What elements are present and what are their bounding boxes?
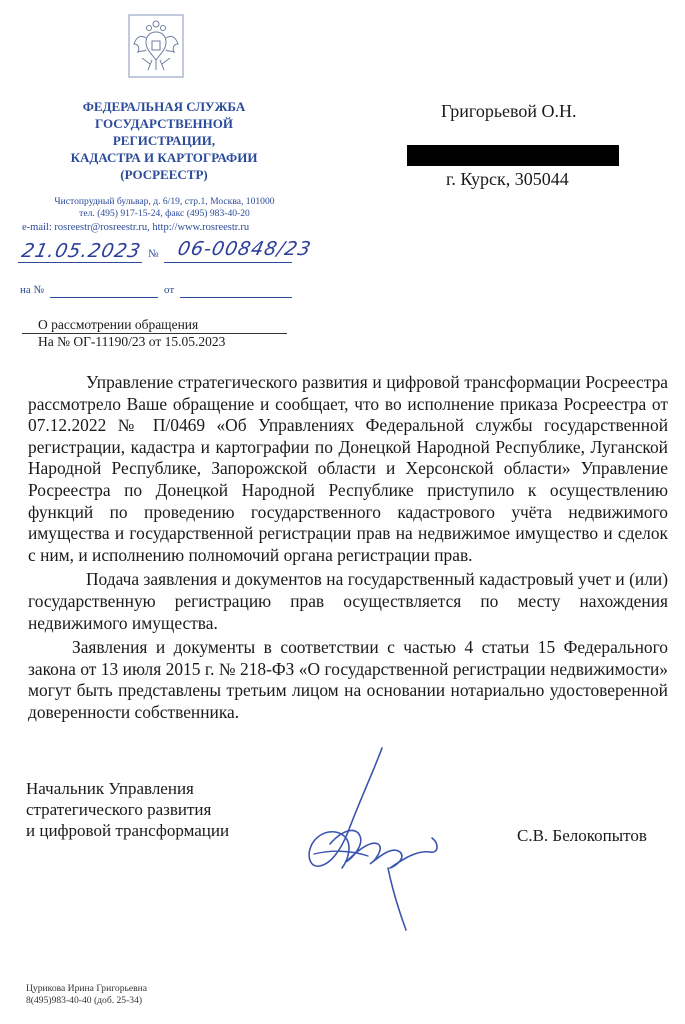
agency-line: ГОСУДАРСТВЕННОЙ <box>95 116 233 131</box>
body-paragraph: Заявления и документы в соответствии с частью 4 статьи 15 Федерального закона от 13 июля 2015 г. № 218-ФЗ «О государственной регистрации недвижимости» могут быть представлены третьим лицом на основании нотариально удостоверенной доверенности собственника. <box>28 637 668 722</box>
address-line: Чистопрудный бульвар, д. 6/19, стр.1, Москва, 101000 <box>54 196 275 207</box>
body-paragraph: Управление стратегического развития и цифровой трансформации Росреестра рассмотрело Ваше обращение и сообщает, что во исполнение приказа Росреестра от 07.12.2022 № П/0469 «Об Управлениях Федеральной службы государственной регистрации, кадастра и картографии по Донецкой Народной Республике, Луганской Народной Республике, Запорожской области и Херсонской области» Управление Росреестра по Донецкой Народной Республике приступило к осуществлению функций по проведению государственного кадастрового учёта недвижимого имущества и государственной регистрации прав на недвижимое имущество и сделок с ним, и исполнению полномочий органа регистрации прав. <box>28 372 668 565</box>
subject-divider <box>22 333 287 334</box>
agency-line: КАДАСТРА И КАРТОГРАФИИ <box>70 150 258 165</box>
executor-name: Цурикова Ирина Григорьевна <box>26 983 148 994</box>
reference-line <box>20 284 292 300</box>
redacted-address-block <box>407 145 619 166</box>
handwritten-signature-icon <box>290 740 450 935</box>
agency-line: РЕГИСТРАЦИИ, <box>112 133 216 148</box>
email-website-line: e-mail: rosreestr@rosreestr.ru, http://www.rosreestr.ru <box>22 222 250 233</box>
recipient-city: г. Курск, 305044 <box>446 169 569 189</box>
recipient-name: Григорьевой О.Н. <box>441 101 577 121</box>
signer-title-line: стратегического развития <box>26 800 212 819</box>
agency-line: (РОСРЕЕСТР) <box>120 167 208 182</box>
ref-no-label: на № <box>20 284 45 296</box>
phone-line: тел. (495) 917-15-24, факс (495) 983-40-20 <box>79 208 250 219</box>
body-paragraph: Подача заявления и документов на государственный кадастровый учет и (или) государственную регистрацию прав осуществляется по месту нахождения недвижимого имущества. <box>28 569 668 633</box>
signer-title-line: Начальник Управления <box>26 779 194 798</box>
executor-info <box>26 983 147 1007</box>
subject-line: О рассмотрении обращения <box>38 317 199 332</box>
handwritten-reg-number: 06-00848/23 <box>175 238 314 260</box>
agency-name <box>40 98 288 183</box>
reg-number-underline <box>164 262 292 263</box>
signer-title-line: и цифровой трансформации <box>26 821 230 840</box>
handwritten-reg-date: 21.05.2023 <box>19 240 144 262</box>
letter-body <box>28 372 668 727</box>
agency-line: ФЕДЕРАЛЬНАЯ СЛУЖБА <box>82 99 246 114</box>
signer-name: С.В. Белокопытов <box>517 826 647 845</box>
reg-number-label: № <box>148 248 159 260</box>
subject-reference: На № ОГ-11190/23 от 15.05.2023 <box>38 334 226 349</box>
signer-title <box>26 778 229 841</box>
registration-line <box>18 236 314 266</box>
reg-date-underline <box>18 262 142 263</box>
agency-address <box>22 196 307 220</box>
ref-no-underline <box>50 297 158 298</box>
executor-phone: 8(495)983-40-40 (доб. 25-34) <box>26 995 143 1006</box>
ref-from-underline <box>180 297 292 298</box>
coat-of-arms-emblem-icon <box>128 14 184 78</box>
ref-from-label: от <box>164 284 175 296</box>
